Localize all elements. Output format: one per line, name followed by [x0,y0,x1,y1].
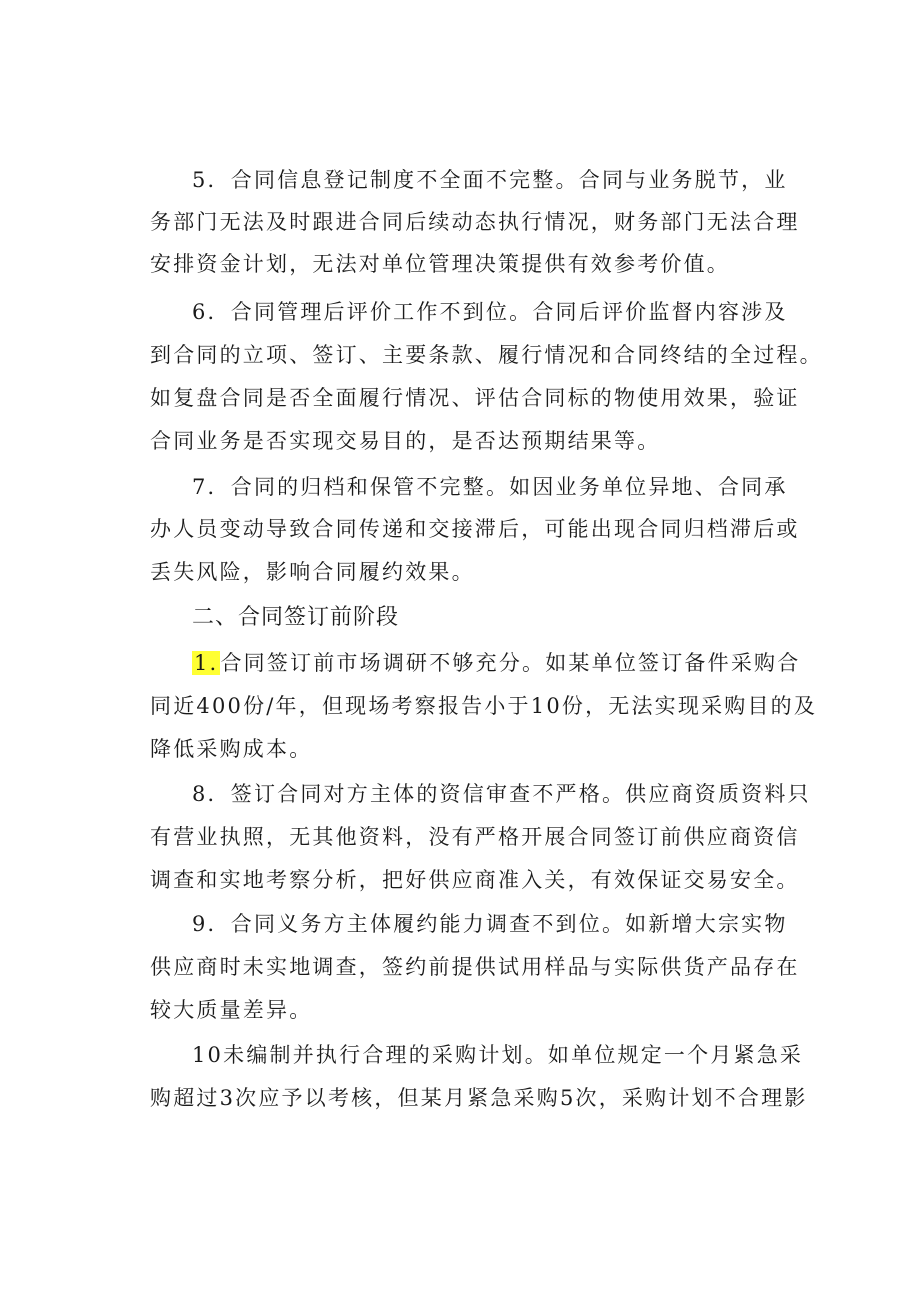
paragraph-9-line-1: 9．合同义务方主体履约能力调查不到位。如新增大宗实物 [192,912,788,936]
paragraph-7-line-1: 7．合同的归档和保管不完整。如因业务单位异地、合同承 [192,475,788,499]
paragraph-5-line-1: 5．合同信息登记制度不全面不完整。合同与业务脱节，业 [192,168,788,192]
paragraph-6-line-1: 6．合同管理后评价工作不到位。合同后评价监督内容涉及 [192,300,788,324]
highlighted-number: 1. [194,651,219,675]
paragraph-5-line-2: 务部门无法及时跟进合同后续动态执行情况，财务部门无法合理 [150,210,800,234]
paragraph-7-line-2: 办人员变动导致合同传递和交接滞后，可能出现合同归档滞后或 [150,517,800,541]
paragraph-1-line-2: 同近400份/年，但现场考察报告小于10份，无法实现采购目的及 [150,694,818,718]
paragraph-8-line-2: 有营业执照，无其他资料，没有严格开展合同签订前供应商资信 [150,825,800,849]
paragraph-1-line-1 [192,648,800,678]
paragraph-6-line-2: 到合同的立项、签订、主要条款、履行情况和合同终结的全过程。 [150,343,823,367]
paragraph-5-line-3: 安排资金计划，无法对单位管理决策提供有效参考价值。 [150,252,730,276]
paragraph-1-line-3: 降低采购成本。 [150,737,313,761]
paragraph-10-line-2: 购超过3次应予以考核，但某月紧急采购5次，采购计划不合理影 [150,1086,808,1110]
section-heading: 二、合同签订前阶段 [192,605,400,630]
paragraph-7-line-3: 丢失风险，影响合同履约效果。 [150,560,475,584]
paragraph-9-line-3: 较大质量差异。 [150,998,313,1022]
paragraph-8-line-1: 8．签订合同对方主体的资信审查不严格。供应商资质资料只 [192,782,811,806]
paragraph-8-line-3: 调查和实地考察分析，把好供应商准入关，有效保证交易安全。 [150,868,800,892]
paragraph-6-line-4: 合同业务是否实现交易目的，是否达预期结果等。 [150,429,661,453]
paragraph-1-line-1-text: 合同签订前市场调研不够充分。如某单位签订备件采购合 [220,651,801,675]
paragraph-9-line-2: 供应商时未实地调查，签约前提供试用样品与实际供货产品存在 [150,955,800,979]
paragraph-6-line-3: 如复盘合同是否全面履行情况、评估合同标的物使用效果，验证 [150,386,800,410]
paragraph-10-line-1: 10未编制并执行合理的采购计划。如单位规定一个月紧急采 [192,1043,804,1067]
